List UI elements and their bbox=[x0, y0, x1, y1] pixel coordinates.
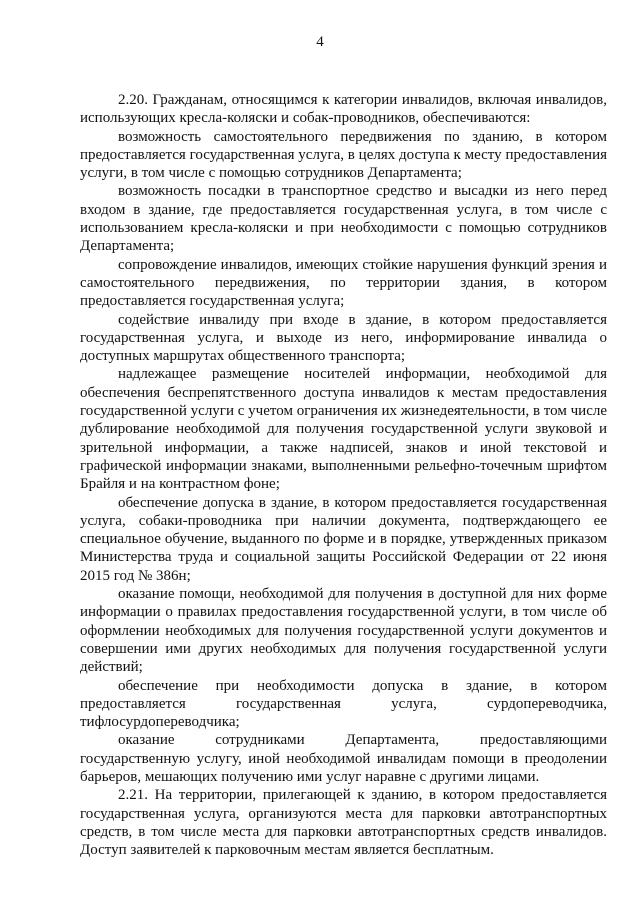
paragraph-staff-assistance: оказание сотрудниками Департамента, предоставляющими государственную услугу, иной необходимой инвалидам помощи в преодолении барьеров, мешающих получению ими услуг наравне с другими лицами. bbox=[80, 732, 607, 785]
paragraph-2-20-intro: 2.20. Гражданам, относящимся к категории инвалидов, включая инвалидов, использующих кресла-коляски и собак-проводников, обеспечиваются: bbox=[80, 92, 607, 127]
paragraph-guide-dog-admission: обеспечение допуска в здание, в котором предоставляется государственная услуга, собаки-проводника при наличии документа, подтверждающего ее специальное обучение, выданного по форме и в порядке, утвержденных приказом Министерства труда и социальной защиты Российской Федерации от 22 июня 2015 год № 386н; bbox=[80, 494, 607, 584]
paragraph-information-placement: надлежащее размещение носителей информации, необходимой для обеспечения беспрепятственного доступа инвалидов к местам предоставления государственной услуги с учетом ограничения их жизнедеятельности, в том числе дублирование необходимой для получения государственной услуги звуковой и зрительной информации, а также надписей, знаков и иной текстовой и графической информации знаками, выполненными рельефно-точечным шрифтом Брайля и на контрастном фоне; bbox=[80, 366, 607, 493]
paragraph-entry-assistance: содействие инвалиду при входе в здание, в котором предоставляется государственная услуга, и выходе из него, информирование инвалида о доступных маршрутах общественного транспорта; bbox=[80, 311, 607, 365]
paragraph-movement-in-building: возможность самостоятельного передвижения по зданию, в котором предоставляется государственная услуга, в целях доступа к месту предоставления услуги, в том числе с помощью сотрудников Департамента; bbox=[80, 128, 607, 182]
paragraph-interpreter-admission: обеспечение при необходимости допуска в здание, в котором предоставляется государственная услуга, сурдопереводчика, тифлосурдопереводчика; bbox=[80, 677, 607, 731]
page-number: 4 bbox=[316, 34, 324, 50]
paragraph-2-21-parking: 2.21. На территории, прилегающей к зданию, в котором предоставляется государственная услуга, организуются места для парковки автотранспортных средств, в том числе места для парковки автотранспортных средств инвалидов. Доступ заявителей к парковочным местам является бесплатным. bbox=[80, 787, 607, 859]
paragraph-boarding-transport: возможность посадки в транспортное средство и высадки из него перед входом в здание, где предоставляется государственная услуга, в том числе с использованием кресла-коляски и при необходимости с помощью сотрудников Департамента; bbox=[80, 183, 607, 255]
paragraph-escort: сопровождение инвалидов, имеющих стойкие нарушения функций зрения и самостоятельного передвижения, по территории здания, в котором предоставляется государственная услуга; bbox=[80, 256, 607, 310]
paragraph-information-help: оказание помощи, необходимой для получения в доступной для них форме информации о правилах предоставления государственной услуги, в том числе об оформлении необходимых для получения государственной услуги документов и совершении ими других необходимых для получения государственной услуги действий; bbox=[80, 586, 607, 676]
document-body bbox=[80, 91, 607, 859]
